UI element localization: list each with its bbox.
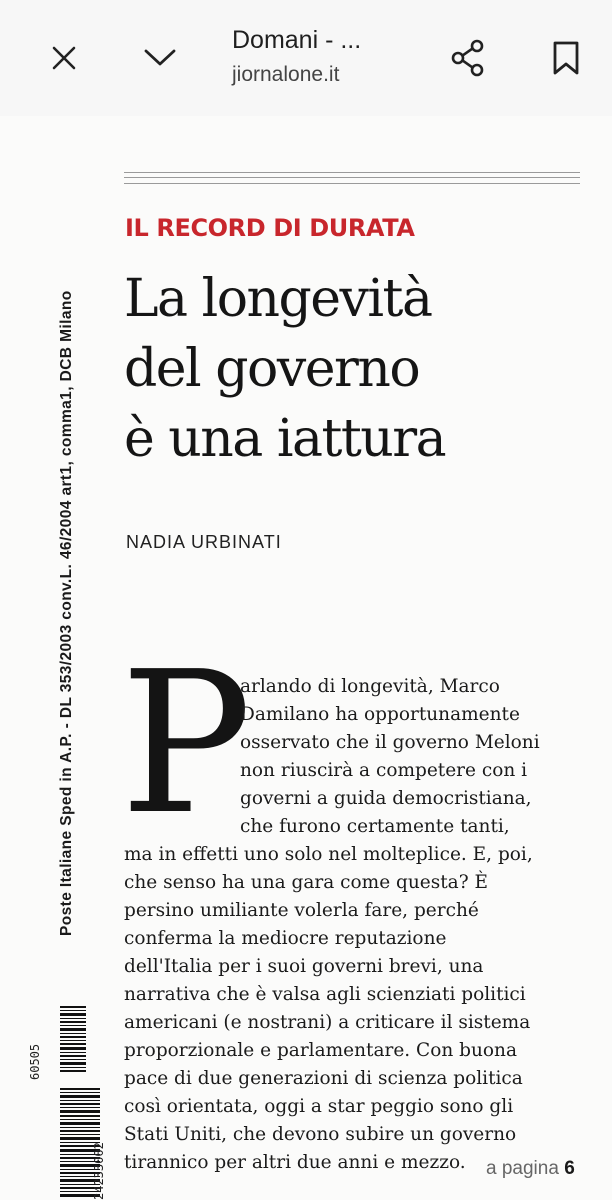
page-info[interactable] bbox=[232, 24, 432, 96]
share-icon bbox=[448, 38, 488, 78]
top-rule-second bbox=[124, 177, 580, 178]
body-line: ma in effetti uno solo nel molteplice. E, poi, bbox=[124, 844, 533, 865]
postal-notice: Poste Italiane Sped in A.P. - DL 353/2003 conv.L. 46/2004 art1, comma1, DCB Milano bbox=[58, 290, 75, 936]
body-line: che furono certamente tanti, bbox=[240, 816, 510, 837]
barcode-top-digits: 60505 bbox=[28, 1043, 42, 1080]
barcode-bottom-digits: 24233002 bbox=[92, 1142, 106, 1200]
body-line: conferma la mediocre reputazione bbox=[124, 928, 447, 949]
article-kicker: IL RECORD DI DURATA bbox=[125, 214, 415, 242]
bookmark-icon bbox=[551, 40, 581, 76]
body-line: proporzionale e parlamentare. Con buona bbox=[124, 1040, 517, 1061]
share-button[interactable] bbox=[442, 32, 494, 84]
body-line: governi a guida democristiana, bbox=[240, 788, 532, 809]
headline-line: del governo bbox=[124, 339, 420, 399]
body-line: così orientata, oggi a star peggio sono gli bbox=[124, 1096, 514, 1117]
chevron-down-icon bbox=[143, 48, 177, 68]
collapse-button[interactable] bbox=[134, 36, 186, 80]
close-icon bbox=[50, 44, 78, 72]
body-line: osservato che il governo Meloni bbox=[240, 732, 540, 753]
page-title: Domani - ... bbox=[232, 26, 362, 54]
body-line: dell'Italia per i suoi governi brevi, una bbox=[124, 956, 484, 977]
headline-line: è una iattura bbox=[124, 409, 446, 469]
body-line: americani (e nostrani) a criticare il sistema bbox=[124, 1012, 531, 1033]
bookmark-button[interactable] bbox=[540, 32, 592, 84]
body-line: Stati Uniti, che devono subire un governo bbox=[124, 1124, 517, 1145]
body-line: non riuscirà a competere con i bbox=[240, 760, 528, 781]
close-button[interactable] bbox=[38, 36, 90, 80]
page-domain: jiornalone.it bbox=[232, 63, 340, 86]
headline-line: La longevità bbox=[124, 269, 432, 329]
body-line: pace di due generazioni di scienza politica bbox=[124, 1068, 523, 1089]
body-line: che senso ha una gara come questa? È bbox=[124, 872, 489, 893]
body-line: persino umiliante volerla fare, perché bbox=[124, 900, 479, 921]
continue-label: a pagina bbox=[486, 1158, 559, 1179]
article-author: NADIA URBINATI bbox=[126, 532, 282, 552]
continue-reference bbox=[486, 1158, 575, 1180]
browser-top-bar bbox=[0, 0, 612, 116]
body-line: tirannico per altri due anni e mezzo. bbox=[124, 1152, 466, 1173]
article-headline bbox=[124, 264, 584, 474]
body-line: Damilano ha opportunamente bbox=[240, 704, 520, 725]
body-line: arlando di longevità, Marco bbox=[240, 676, 500, 697]
top-rule-third bbox=[124, 183, 580, 184]
continue-page: 6 bbox=[564, 1158, 575, 1179]
top-rule bbox=[124, 172, 580, 173]
body-line: narrativa che è valsa agli scienziati politici bbox=[124, 984, 526, 1005]
drop-cap: P bbox=[120, 630, 252, 858]
